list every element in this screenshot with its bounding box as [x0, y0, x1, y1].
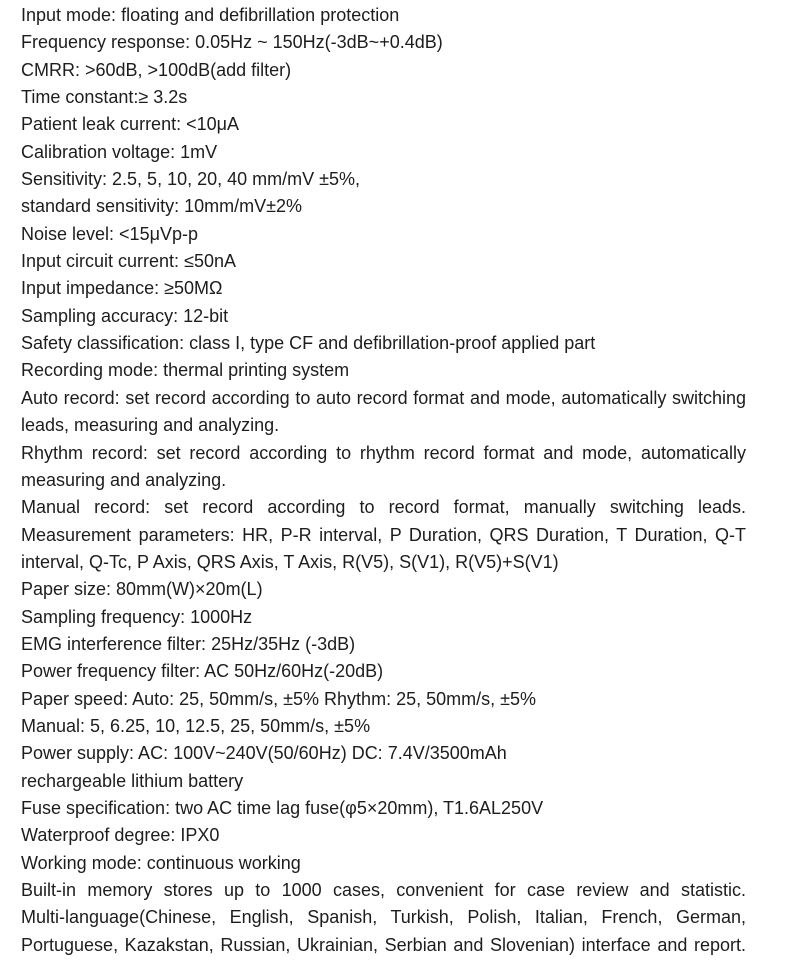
spec-line: Calibration voltage: 1mV: [21, 141, 218, 162]
spec-line: Power frequency filter: AC 50Hz/60Hz(-20dB): [21, 661, 384, 682]
spec-line: Frequency response: 0.05Hz ~ 150Hz(-3dB~+0.4dB): [21, 32, 443, 53]
spec-line: Built-in memory stores up to 1000 cases, convenient for case review and statistic.: [21, 880, 746, 900]
spec-line: Paper speed: Auto: 25, 50mm/s, ±5% Rhythm: 25, 50mm/s, ±5%: [21, 688, 536, 709]
spec-line: leads, measuring and analyzing.: [21, 415, 280, 436]
spec-line: Input impedance: ≥50MΩ: [21, 278, 223, 299]
spec-line: Patient leak current: <10μA: [21, 114, 239, 135]
spec-line: Sampling accuracy: 12-bit: [21, 305, 229, 326]
spec-line: Input mode: floating and defibrillation protection: [21, 5, 400, 25]
spec-line: Manual: 5, 6.25, 10, 12.5, 25, 50mm/s, ±5%: [21, 715, 371, 736]
spec-line: Input circuit current: ≤50nA: [21, 251, 236, 272]
spec-line: CMRR: >60dB, >100dB(add filter): [21, 59, 292, 80]
spec-line: Waterproof degree: IPX0: [21, 825, 220, 846]
spec-line: Auto record: set record according to auto record format and mode, automatically switching: [21, 387, 746, 408]
spec-line: Rhythm record: set record according to rhythm record format and mode, automatically: [21, 442, 746, 463]
spec-line: Portuguese, Kazakstan, Russian, Ukrainian, Serbian and Slovenian) interface and report.: [21, 934, 746, 955]
spec-line: Time constant:≥ 3.2s: [21, 87, 188, 108]
spec-line: Power supply: AC: 100V~240V(50/60Hz) DC: 7.4V/3500mAh: [21, 743, 507, 764]
spec-line: standard sensitivity: 10mm/mV±2%: [21, 196, 302, 217]
spec-line: Safety classification: class I, type CF and defibrillation-proof applied part: [21, 333, 596, 354]
spec-line: Measurement parameters: HR, P-R interval, P Duration, QRS Duration, T Duration, Q-T: [21, 524, 746, 545]
spec-line: Sensitivity: 2.5, 5, 10, 20, 40 mm/mV ±5%,: [21, 169, 361, 190]
spec-line: Manual record: set record according to record format, manually switching leads.: [21, 497, 746, 518]
spec-line: Working mode: continuous working: [21, 852, 301, 873]
spec-lines: [21, 2, 746, 959]
spec-line: measuring and analyzing.: [21, 469, 227, 490]
spec-line: Noise level: <15μVp-p: [21, 223, 198, 244]
spec-line: interval, Q-Tc, P Axis, QRS Axis, T Axis, R(V5), S(V1), R(V5)+S(V1): [21, 551, 559, 572]
spec-line: Paper size: 80mm(W)×20m(L): [21, 579, 263, 600]
spec-line: EMG interference filter: 25Hz/35Hz (-3dB): [21, 633, 356, 654]
spec-line: Sampling frequency: 1000Hz: [21, 606, 253, 627]
spec-line: Recording mode: thermal printing system: [21, 360, 350, 381]
spec-line: rechargeable lithium battery: [21, 770, 244, 791]
spec-line: Multi-language(Chinese, English, Spanish, Turkish, Polish, Italian, French, German,: [21, 907, 746, 928]
spec-line: Fuse specification: two AC time lag fuse(φ5×20mm), T1.6AL250V: [21, 797, 544, 818]
